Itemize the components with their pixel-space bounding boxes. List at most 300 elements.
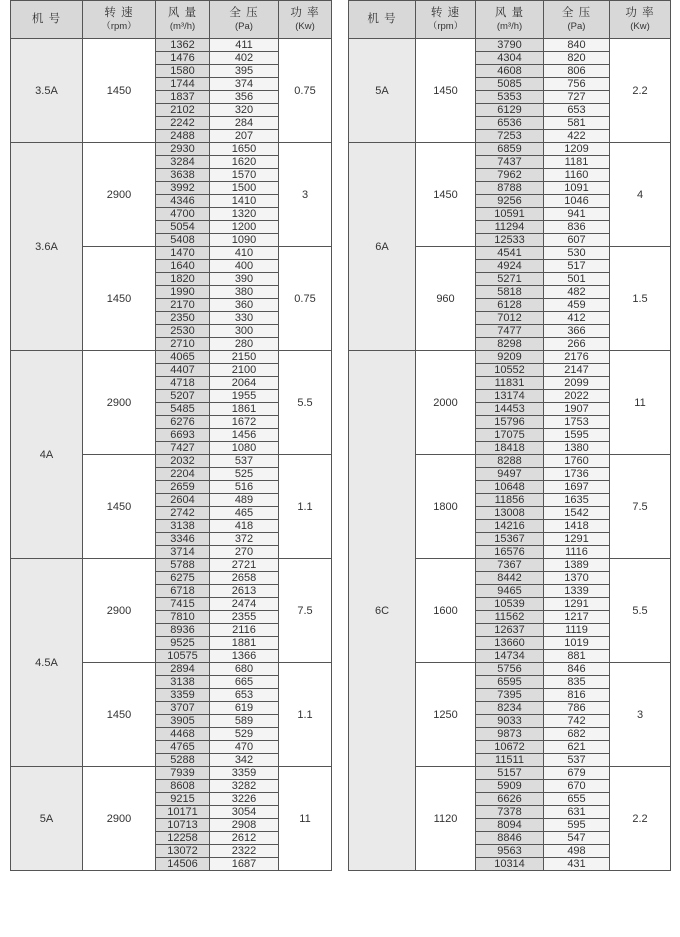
pressure-cell: 679 xyxy=(544,767,610,780)
pressure-cell: 390 xyxy=(210,273,279,286)
pressure-cell: 1542 xyxy=(544,507,610,520)
pressure-cell: 280 xyxy=(210,338,279,351)
pressure-cell: 1595 xyxy=(544,429,610,442)
pressure-cell: 529 xyxy=(210,728,279,741)
pressure-cell: 2147 xyxy=(544,364,610,377)
pressure-cell: 742 xyxy=(544,715,610,728)
pressure-cell: 1753 xyxy=(544,416,610,429)
pressure-cell: 470 xyxy=(210,741,279,754)
airflow-cell: 8442 xyxy=(476,572,544,585)
power-cell: 2.2 xyxy=(610,39,671,143)
pressure-cell: 2721 xyxy=(210,559,279,572)
header-airflow: 风 量 (m³/h) xyxy=(476,1,544,39)
pressure-cell: 2100 xyxy=(210,364,279,377)
pressure-cell: 1955 xyxy=(210,390,279,403)
airflow-cell: 6693 xyxy=(156,429,210,442)
airflow-cell: 3138 xyxy=(156,676,210,689)
airflow-cell: 14506 xyxy=(156,858,210,871)
airflow-cell: 16576 xyxy=(476,546,544,559)
pressure-cell: 2322 xyxy=(210,845,279,858)
pressure-cell: 1366 xyxy=(210,650,279,663)
model-cell: 3.5A xyxy=(11,39,83,143)
pressure-cell: 941 xyxy=(544,208,610,221)
airflow-cell: 13174 xyxy=(476,390,544,403)
airflow-cell: 14453 xyxy=(476,403,544,416)
speed-cell: 1450 xyxy=(83,455,156,559)
header-airflow: 风 量 (m³/h) xyxy=(156,1,210,39)
pressure-cell: 2613 xyxy=(210,585,279,598)
airflow-cell: 2604 xyxy=(156,494,210,507)
pressure-cell: 498 xyxy=(544,845,610,858)
airflow-cell: 1837 xyxy=(156,91,210,104)
airflow-cell: 8234 xyxy=(476,702,544,715)
pressure-cell: 1181 xyxy=(544,156,610,169)
pressure-cell: 756 xyxy=(544,78,610,91)
pressure-cell: 465 xyxy=(210,507,279,520)
header-model: 机 号 xyxy=(11,1,83,39)
airflow-cell: 10314 xyxy=(476,858,544,871)
pressure-cell: 1861 xyxy=(210,403,279,416)
airflow-cell: 7810 xyxy=(156,611,210,624)
airflow-cell: 7939 xyxy=(156,767,210,780)
pressure-cell: 619 xyxy=(210,702,279,715)
airflow-cell: 4407 xyxy=(156,364,210,377)
airflow-cell: 9525 xyxy=(156,637,210,650)
speed-cell: 2900 xyxy=(83,767,156,871)
airflow-cell: 4304 xyxy=(476,52,544,65)
left-spec-table-panel xyxy=(10,0,332,871)
model-cell: 5A xyxy=(11,767,83,871)
airflow-cell: 3790 xyxy=(476,39,544,52)
pressure-cell: 881 xyxy=(544,650,610,663)
power-cell: 4 xyxy=(610,143,671,247)
power-cell: 1.1 xyxy=(279,455,332,559)
airflow-cell: 1580 xyxy=(156,65,210,78)
pressure-cell: 366 xyxy=(544,325,610,338)
pressure-cell: 482 xyxy=(544,286,610,299)
power-cell: 1.1 xyxy=(279,663,332,767)
airflow-cell: 4608 xyxy=(476,65,544,78)
power-cell: 0.75 xyxy=(279,39,332,143)
pressure-cell: 1046 xyxy=(544,195,610,208)
airflow-cell: 13008 xyxy=(476,507,544,520)
airflow-cell: 5756 xyxy=(476,663,544,676)
airflow-cell: 3359 xyxy=(156,689,210,702)
airflow-cell: 3714 xyxy=(156,546,210,559)
model-cell: 6A xyxy=(349,143,416,351)
speed-cell: 2900 xyxy=(83,143,156,247)
airflow-cell: 8288 xyxy=(476,455,544,468)
pressure-cell: 840 xyxy=(544,39,610,52)
airflow-cell: 3905 xyxy=(156,715,210,728)
pressure-cell: 270 xyxy=(210,546,279,559)
table-header-row xyxy=(349,1,671,39)
pressure-cell: 682 xyxy=(544,728,610,741)
pressure-cell: 380 xyxy=(210,286,279,299)
pressure-cell: 1389 xyxy=(544,559,610,572)
pressure-cell: 1672 xyxy=(210,416,279,429)
pressure-cell: 412 xyxy=(544,312,610,325)
pressure-cell: 631 xyxy=(544,806,610,819)
header-power: 功 率 (Kw) xyxy=(279,1,332,39)
airflow-cell: 9873 xyxy=(476,728,544,741)
airflow-cell: 2659 xyxy=(156,481,210,494)
pressure-cell: 1380 xyxy=(544,442,610,455)
header-speed: 转 速 （rpm） xyxy=(83,1,156,39)
pressure-cell: 525 xyxy=(210,468,279,481)
pressure-cell: 411 xyxy=(210,39,279,52)
airflow-cell: 9497 xyxy=(476,468,544,481)
airflow-cell: 18418 xyxy=(476,442,544,455)
pressure-cell: 537 xyxy=(210,455,279,468)
pressure-cell: 665 xyxy=(210,676,279,689)
airflow-cell: 15367 xyxy=(476,533,544,546)
airflow-cell: 7367 xyxy=(476,559,544,572)
airflow-cell: 5054 xyxy=(156,221,210,234)
airflow-cell: 6129 xyxy=(476,104,544,117)
airflow-cell: 7427 xyxy=(156,442,210,455)
table-row xyxy=(11,39,332,52)
pressure-cell: 3054 xyxy=(210,806,279,819)
pressure-cell: 727 xyxy=(544,91,610,104)
table-row xyxy=(349,39,671,52)
airflow-cell: 7437 xyxy=(476,156,544,169)
airflow-cell: 8608 xyxy=(156,780,210,793)
airflow-cell: 3638 xyxy=(156,169,210,182)
pressure-cell: 422 xyxy=(544,130,610,143)
pressure-cell: 1339 xyxy=(544,585,610,598)
table-row xyxy=(349,143,671,156)
pressure-cell: 2612 xyxy=(210,832,279,845)
pressure-cell: 816 xyxy=(544,689,610,702)
pressure-cell: 320 xyxy=(210,104,279,117)
pressure-cell: 1200 xyxy=(210,221,279,234)
airflow-cell: 7962 xyxy=(476,169,544,182)
pressure-cell: 400 xyxy=(210,260,279,273)
speed-cell: 2900 xyxy=(83,351,156,455)
airflow-cell: 7477 xyxy=(476,325,544,338)
airflow-cell: 6128 xyxy=(476,299,544,312)
power-cell: 3 xyxy=(610,663,671,767)
airflow-cell: 5909 xyxy=(476,780,544,793)
pressure-cell: 356 xyxy=(210,91,279,104)
pressure-cell: 2022 xyxy=(544,390,610,403)
pressure-cell: 1881 xyxy=(210,637,279,650)
power-cell: 3 xyxy=(279,143,332,247)
pressure-cell: 1697 xyxy=(544,481,610,494)
pressure-cell: 1500 xyxy=(210,182,279,195)
airflow-cell: 5288 xyxy=(156,754,210,767)
airflow-cell: 8936 xyxy=(156,624,210,637)
pressure-cell: 835 xyxy=(544,676,610,689)
airflow-cell: 9465 xyxy=(476,585,544,598)
pressure-cell: 1116 xyxy=(544,546,610,559)
pressure-cell: 1570 xyxy=(210,169,279,182)
airflow-cell: 10648 xyxy=(476,481,544,494)
pressure-cell: 372 xyxy=(210,533,279,546)
airflow-cell: 5788 xyxy=(156,559,210,572)
pressure-cell: 1080 xyxy=(210,442,279,455)
pressure-cell: 655 xyxy=(544,793,610,806)
pressure-cell: 330 xyxy=(210,312,279,325)
right-spec-table-panel xyxy=(348,0,671,871)
power-cell: 2.2 xyxy=(610,767,671,871)
pressure-cell: 537 xyxy=(544,754,610,767)
airflow-cell: 2742 xyxy=(156,507,210,520)
fan-spec-table-left xyxy=(10,0,332,871)
airflow-cell: 8788 xyxy=(476,182,544,195)
pressure-cell: 1291 xyxy=(544,598,610,611)
table-row xyxy=(11,767,332,780)
airflow-cell: 9209 xyxy=(476,351,544,364)
model-cell: 3.6A xyxy=(11,143,83,351)
pressure-cell: 2099 xyxy=(544,377,610,390)
pressure-cell: 846 xyxy=(544,663,610,676)
airflow-cell: 10171 xyxy=(156,806,210,819)
airflow-cell: 6718 xyxy=(156,585,210,598)
airflow-cell: 5207 xyxy=(156,390,210,403)
pressure-cell: 342 xyxy=(210,754,279,767)
pressure-cell: 1687 xyxy=(210,858,279,871)
airflow-cell: 1362 xyxy=(156,39,210,52)
airflow-cell: 2170 xyxy=(156,299,210,312)
airflow-cell: 11856 xyxy=(476,494,544,507)
power-cell: 5.5 xyxy=(279,351,332,455)
airflow-cell: 2488 xyxy=(156,130,210,143)
airflow-cell: 10552 xyxy=(476,364,544,377)
speed-cell: 1600 xyxy=(416,559,476,663)
pressure-cell: 547 xyxy=(544,832,610,845)
airflow-cell: 6626 xyxy=(476,793,544,806)
pressure-cell: 621 xyxy=(544,741,610,754)
airflow-cell: 9033 xyxy=(476,715,544,728)
pressure-cell: 395 xyxy=(210,65,279,78)
speed-cell: 1250 xyxy=(416,663,476,767)
airflow-cell: 5485 xyxy=(156,403,210,416)
airflow-cell: 12258 xyxy=(156,832,210,845)
pressure-cell: 516 xyxy=(210,481,279,494)
airflow-cell: 2930 xyxy=(156,143,210,156)
airflow-cell: 11294 xyxy=(476,221,544,234)
pressure-cell: 680 xyxy=(210,663,279,676)
airflow-cell: 2032 xyxy=(156,455,210,468)
airflow-cell: 6859 xyxy=(476,143,544,156)
speed-cell: 1450 xyxy=(83,39,156,143)
airflow-cell: 5157 xyxy=(476,767,544,780)
airflow-cell: 6595 xyxy=(476,676,544,689)
airflow-cell: 3346 xyxy=(156,533,210,546)
pressure-cell: 589 xyxy=(210,715,279,728)
airflow-cell: 9256 xyxy=(476,195,544,208)
pressure-cell: 360 xyxy=(210,299,279,312)
pressure-cell: 1620 xyxy=(210,156,279,169)
airflow-cell: 4346 xyxy=(156,195,210,208)
model-cell: 5A xyxy=(349,39,416,143)
pressure-cell: 284 xyxy=(210,117,279,130)
pressure-cell: 2474 xyxy=(210,598,279,611)
pressure-cell: 2116 xyxy=(210,624,279,637)
airflow-cell: 4700 xyxy=(156,208,210,221)
pressure-cell: 820 xyxy=(544,52,610,65)
pressure-cell: 501 xyxy=(544,273,610,286)
airflow-cell: 13660 xyxy=(476,637,544,650)
pressure-cell: 1019 xyxy=(544,637,610,650)
table-row xyxy=(11,559,332,572)
airflow-cell: 9215 xyxy=(156,793,210,806)
speed-cell: 1120 xyxy=(416,767,476,871)
airflow-cell: 6276 xyxy=(156,416,210,429)
pressure-cell: 3282 xyxy=(210,780,279,793)
pressure-cell: 1456 xyxy=(210,429,279,442)
airflow-cell: 8846 xyxy=(476,832,544,845)
pressure-cell: 530 xyxy=(544,247,610,260)
airflow-cell: 7012 xyxy=(476,312,544,325)
airflow-cell: 6536 xyxy=(476,117,544,130)
airflow-cell: 5085 xyxy=(476,78,544,91)
pressure-cell: 1418 xyxy=(544,520,610,533)
airflow-cell: 15796 xyxy=(476,416,544,429)
airflow-cell: 2710 xyxy=(156,338,210,351)
pressure-cell: 266 xyxy=(544,338,610,351)
speed-cell: 1800 xyxy=(416,455,476,559)
pressure-cell: 1091 xyxy=(544,182,610,195)
pressure-cell: 1736 xyxy=(544,468,610,481)
header-pressure: 全 压 (Pa) xyxy=(544,1,610,39)
speed-cell: 1450 xyxy=(83,247,156,351)
power-cell: 1.5 xyxy=(610,247,671,351)
pressure-cell: 595 xyxy=(544,819,610,832)
airflow-cell: 12637 xyxy=(476,624,544,637)
airflow-cell: 2242 xyxy=(156,117,210,130)
airflow-cell: 10575 xyxy=(156,650,210,663)
pressure-cell: 1119 xyxy=(544,624,610,637)
pressure-cell: 1410 xyxy=(210,195,279,208)
header-model: 机 号 xyxy=(349,1,416,39)
pressure-cell: 410 xyxy=(210,247,279,260)
pressure-cell: 2355 xyxy=(210,611,279,624)
airflow-cell: 2350 xyxy=(156,312,210,325)
airflow-cell: 14216 xyxy=(476,520,544,533)
airflow-cell: 1476 xyxy=(156,52,210,65)
airflow-cell: 4924 xyxy=(476,260,544,273)
pressure-cell: 2176 xyxy=(544,351,610,364)
pressure-cell: 1209 xyxy=(544,143,610,156)
airflow-cell: 1470 xyxy=(156,247,210,260)
pressure-cell: 1370 xyxy=(544,572,610,585)
airflow-cell: 10672 xyxy=(476,741,544,754)
airflow-cell: 14734 xyxy=(476,650,544,663)
airflow-cell: 5408 xyxy=(156,234,210,247)
power-cell: 7.5 xyxy=(279,559,332,663)
pressure-cell: 1320 xyxy=(210,208,279,221)
airflow-cell: 1744 xyxy=(156,78,210,91)
header-pressure: 全 压 (Pa) xyxy=(210,1,279,39)
airflow-cell: 13072 xyxy=(156,845,210,858)
pressure-cell: 2064 xyxy=(210,377,279,390)
pressure-cell: 653 xyxy=(544,104,610,117)
airflow-cell: 7253 xyxy=(476,130,544,143)
airflow-cell: 4765 xyxy=(156,741,210,754)
pressure-cell: 1635 xyxy=(544,494,610,507)
pressure-cell: 431 xyxy=(544,858,610,871)
table-row xyxy=(349,351,671,364)
model-cell: 6C xyxy=(349,351,416,871)
airflow-cell: 5271 xyxy=(476,273,544,286)
pressure-cell: 489 xyxy=(210,494,279,507)
pressure-cell: 607 xyxy=(544,234,610,247)
airflow-cell: 8298 xyxy=(476,338,544,351)
airflow-cell: 5353 xyxy=(476,91,544,104)
airflow-cell: 10591 xyxy=(476,208,544,221)
model-cell: 4A xyxy=(11,351,83,559)
pressure-cell: 581 xyxy=(544,117,610,130)
airflow-cell: 7395 xyxy=(476,689,544,702)
pressure-cell: 402 xyxy=(210,52,279,65)
airflow-cell: 3707 xyxy=(156,702,210,715)
pressure-cell: 1650 xyxy=(210,143,279,156)
airflow-cell: 3992 xyxy=(156,182,210,195)
airflow-cell: 11562 xyxy=(476,611,544,624)
header-speed: 转 速 （rpm） xyxy=(416,1,476,39)
pressure-cell: 1907 xyxy=(544,403,610,416)
speed-cell: 2000 xyxy=(416,351,476,455)
airflow-cell: 6275 xyxy=(156,572,210,585)
pressure-cell: 786 xyxy=(544,702,610,715)
airflow-cell: 3284 xyxy=(156,156,210,169)
pressure-cell: 836 xyxy=(544,221,610,234)
pressure-cell: 653 xyxy=(210,689,279,702)
power-cell: 0.75 xyxy=(279,247,332,351)
pressure-cell: 517 xyxy=(544,260,610,273)
power-cell: 7.5 xyxy=(610,455,671,559)
airflow-cell: 17075 xyxy=(476,429,544,442)
pressure-cell: 2908 xyxy=(210,819,279,832)
fan-spec-table-right xyxy=(348,0,671,871)
airflow-cell: 2102 xyxy=(156,104,210,117)
pressure-cell: 3226 xyxy=(210,793,279,806)
speed-cell: 2900 xyxy=(83,559,156,663)
airflow-cell: 4468 xyxy=(156,728,210,741)
airflow-cell: 1640 xyxy=(156,260,210,273)
pressure-cell: 207 xyxy=(210,130,279,143)
power-cell: 5.5 xyxy=(610,559,671,663)
pressure-cell: 1760 xyxy=(544,455,610,468)
airflow-cell: 2530 xyxy=(156,325,210,338)
airflow-cell: 11511 xyxy=(476,754,544,767)
airflow-cell: 10713 xyxy=(156,819,210,832)
table-row xyxy=(11,351,332,364)
pressure-cell: 806 xyxy=(544,65,610,78)
pressure-cell: 459 xyxy=(544,299,610,312)
airflow-cell: 5818 xyxy=(476,286,544,299)
airflow-cell: 4718 xyxy=(156,377,210,390)
pressure-cell: 670 xyxy=(544,780,610,793)
airflow-cell: 1820 xyxy=(156,273,210,286)
airflow-cell: 9563 xyxy=(476,845,544,858)
airflow-cell: 4065 xyxy=(156,351,210,364)
pressure-cell: 2150 xyxy=(210,351,279,364)
pressure-cell: 1090 xyxy=(210,234,279,247)
model-cell: 4.5A xyxy=(11,559,83,767)
airflow-cell: 4541 xyxy=(476,247,544,260)
airflow-cell: 12533 xyxy=(476,234,544,247)
pressure-cell: 1291 xyxy=(544,533,610,546)
airflow-cell: 8094 xyxy=(476,819,544,832)
pressure-cell: 1160 xyxy=(544,169,610,182)
speed-cell: 1450 xyxy=(416,39,476,143)
header-power: 功 率 (Kw) xyxy=(610,1,671,39)
table-header-row xyxy=(11,1,332,39)
